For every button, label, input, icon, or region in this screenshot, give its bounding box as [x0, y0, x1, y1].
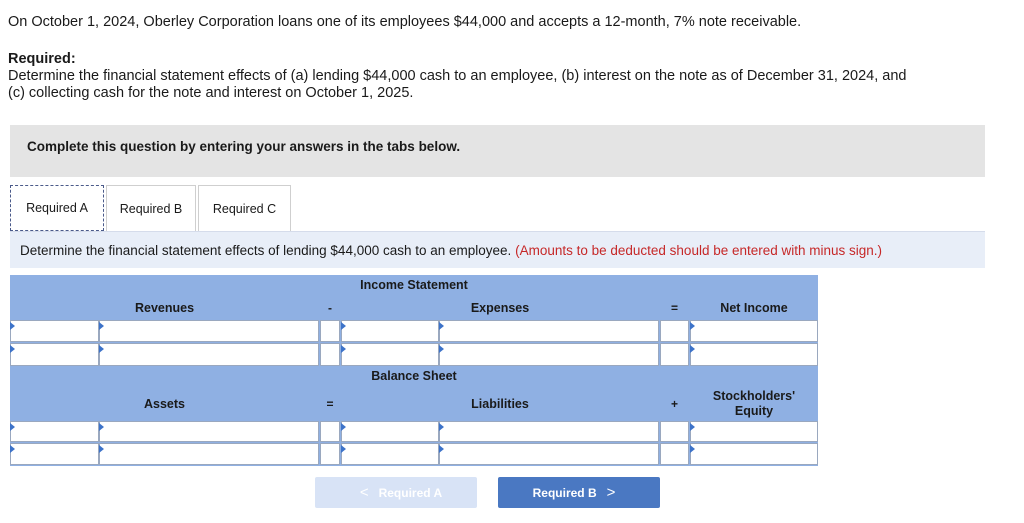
prev-button-label: Required A [378, 485, 443, 500]
equals-sign: = [320, 388, 340, 420]
required-body: Determine the financial statement effects of (a) lending $44,000 cash to an employee, (b) interest on the note as of December 31, 2024, and (c) collecting cash for the note and interest on October 1, 2025. [8, 68, 907, 101]
dropdown-marker-icon [99, 445, 104, 453]
dropdown-marker-icon [439, 345, 444, 353]
dropdown-marker-icon [341, 445, 346, 453]
instruction-box [10, 125, 985, 177]
dropdown-marker-icon [690, 423, 695, 431]
is-row2-equals-cell [660, 343, 689, 366]
is-row1-net-income[interactable] [690, 320, 818, 342]
revenue-input[interactable] [100, 344, 318, 365]
dropdown-marker-icon [10, 423, 15, 431]
expenses-header: Expenses [341, 297, 659, 319]
assets-header: Assets [10, 388, 319, 420]
dropdown-marker-icon [690, 345, 695, 353]
is-row2-revenue-account[interactable] [10, 343, 99, 366]
is-row2-net-income[interactable] [690, 343, 818, 366]
dropdown-marker-icon [99, 345, 104, 353]
bs-row2-liability-account[interactable] [341, 443, 439, 465]
dropdown-marker-icon [439, 423, 444, 431]
bs-row2-plus-cell [660, 443, 689, 465]
problem-statement: On October 1, 2024, Oberley Corporation loans one of its employees $44,000 and accepts a 12-month, 7% note receivable. [8, 14, 802, 30]
tab-required-a[interactable]: Required A [10, 185, 104, 231]
is-row1-revenue-amount[interactable] [99, 320, 319, 342]
equity-input[interactable] [691, 444, 817, 464]
is-row1-equals-cell [660, 320, 689, 342]
required-heading: Required: [8, 51, 76, 67]
bs-row1-asset-account[interactable] [10, 421, 99, 442]
bs-row2-asset-account[interactable] [10, 443, 99, 465]
bs-row2-equals-cell [320, 443, 340, 465]
liability-input[interactable] [440, 444, 658, 464]
dropdown-marker-icon [341, 322, 346, 330]
net-income-input[interactable] [691, 321, 817, 341]
instruction-text: Complete this question by entering your answers in the tabs below. [27, 139, 461, 154]
equity-input[interactable] [691, 422, 817, 441]
tab-required-c[interactable]: Required C [198, 185, 291, 231]
chevron-right-icon: > [606, 484, 616, 501]
bs-row1-asset-amount[interactable] [99, 421, 319, 442]
liability-input[interactable] [440, 422, 658, 441]
is-row2-expense-account[interactable] [341, 343, 439, 366]
bs-row2-equity[interactable] [690, 443, 818, 465]
liabilities-header: Liabilities [341, 388, 659, 420]
dropdown-marker-icon [99, 423, 104, 431]
revenues-header: Revenues [10, 297, 319, 319]
asset-input[interactable] [100, 444, 318, 464]
dropdown-marker-icon [690, 322, 695, 330]
next-required-button[interactable] [498, 477, 660, 508]
dropdown-marker-icon [10, 445, 15, 453]
dropdown-marker-icon [439, 322, 444, 330]
income-statement-title: Income Statement [10, 275, 818, 296]
dropdown-marker-icon [341, 423, 346, 431]
prompt-note: (Amounts to be deducted should be entered with minus sign.) [515, 243, 883, 258]
stockholders-equity-header: Stockholders' Equity [690, 388, 818, 420]
plus-sign: + [660, 388, 689, 420]
dropdown-marker-icon [439, 445, 444, 453]
expense-input[interactable] [440, 344, 658, 365]
dropdown-marker-icon [341, 345, 346, 353]
bs-row1-liability-amount[interactable] [439, 421, 659, 442]
bs-row1-equals-cell [320, 421, 340, 442]
bs-row2-liability-amount[interactable] [439, 443, 659, 465]
dropdown-marker-icon [10, 345, 15, 353]
equals-sign: = [660, 297, 689, 319]
asset-input[interactable] [100, 422, 318, 441]
net-income-input[interactable] [691, 344, 817, 365]
prev-required-button[interactable] [315, 477, 477, 508]
is-row1-expense-amount[interactable] [439, 320, 659, 342]
is-row2-minus-cell [320, 343, 340, 366]
expense-input[interactable] [440, 321, 658, 341]
is-row2-expense-amount[interactable] [439, 343, 659, 366]
is-row1-revenue-account[interactable] [10, 320, 99, 342]
tab-required-b[interactable]: Required B [106, 185, 196, 231]
is-row1-minus-cell [320, 320, 340, 342]
prompt-text: Determine the financial statement effects of lending $44,000 cash to an employee. [20, 243, 512, 258]
is-row2-revenue-amount[interactable] [99, 343, 319, 366]
net-income-header: Net Income [690, 297, 818, 319]
bs-row2-asset-amount[interactable] [99, 443, 319, 465]
next-button-label: Required B [532, 485, 597, 500]
revenue-input[interactable] [100, 321, 318, 341]
dropdown-marker-icon [99, 322, 104, 330]
minus-sign: - [320, 297, 340, 319]
bs-row1-equity[interactable] [690, 421, 818, 442]
prompt-bar [10, 231, 985, 268]
bs-row1-liability-account[interactable] [341, 421, 439, 442]
balance-sheet-title: Balance Sheet [10, 366, 818, 387]
dropdown-marker-icon [10, 322, 15, 330]
bs-row1-plus-cell [660, 421, 689, 442]
chevron-left-icon: < [359, 484, 369, 501]
is-row1-expense-account[interactable] [341, 320, 439, 342]
dropdown-marker-icon [690, 445, 695, 453]
